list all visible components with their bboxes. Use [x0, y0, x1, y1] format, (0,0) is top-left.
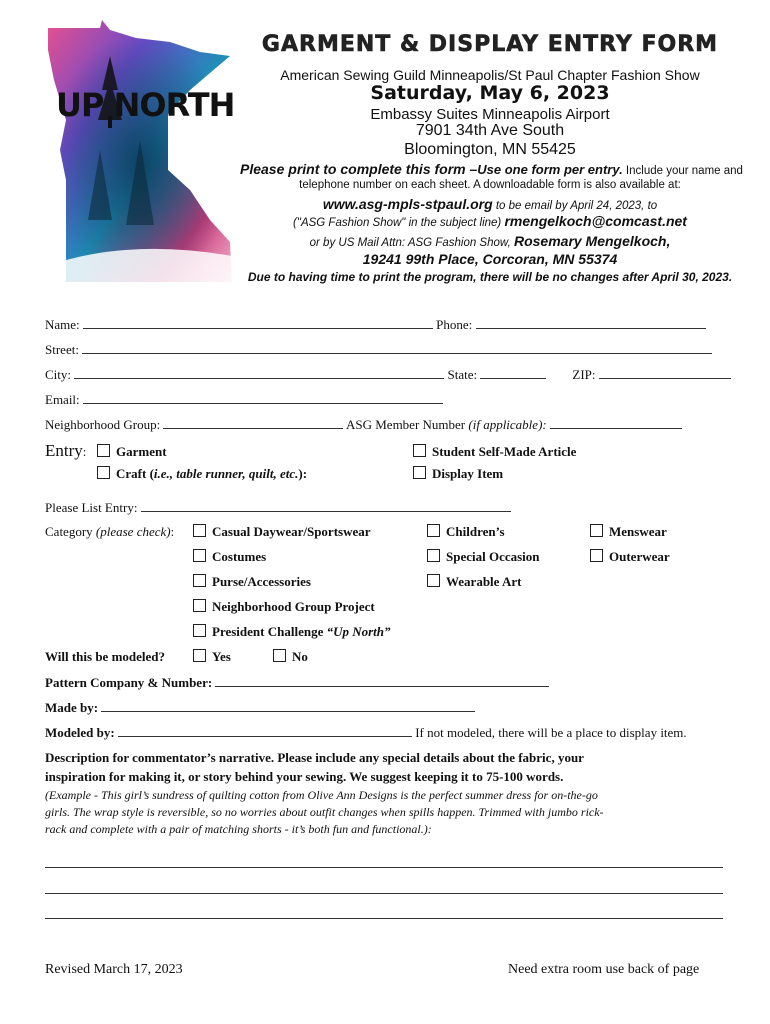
cat-president[interactable]: President Challenge “Up North”: [193, 624, 391, 640]
garment-checkbox[interactable]: [97, 444, 110, 457]
cat-outerwear[interactable]: Outerwear: [590, 549, 670, 565]
neighborhood-project-checkbox[interactable]: [193, 599, 206, 612]
logo-text: UP NORTH: [56, 86, 235, 124]
made-by-field[interactable]: [101, 699, 475, 712]
childrens-checkbox[interactable]: [427, 524, 440, 537]
city-row: City: State: ZIP:: [45, 366, 731, 383]
org-name: American Sewing Guild Minneapolis/St Paul Chapter Fashion Show: [280, 67, 700, 83]
entry-garment[interactable]: Garment: [97, 444, 167, 460]
minnesota-state-icon: [40, 20, 236, 286]
website-link[interactable]: www.asg-mpls-stpaul.org: [322, 196, 493, 212]
entry-student[interactable]: Student Self-Made Article: [413, 444, 576, 460]
craft-checkbox[interactable]: [97, 466, 110, 479]
cat-special[interactable]: Special Occasion: [427, 549, 540, 565]
street-row: Street:: [45, 341, 712, 358]
revised-date: Revised March 17, 2023: [45, 962, 183, 977]
event-venue: Embassy Suites Minneapolis Airport: [370, 106, 610, 123]
entry-label: Entry:: [45, 441, 87, 460]
asg-member-field[interactable]: [550, 416, 682, 429]
description-line-1[interactable]: [45, 866, 723, 868]
cat-childrens[interactable]: Children’s: [427, 524, 505, 540]
yes-checkbox[interactable]: [193, 649, 206, 662]
extra-room-note: Need extra room use back of page: [508, 962, 700, 977]
president-challenge-checkbox[interactable]: [193, 624, 206, 637]
cat-menswear[interactable]: Menswear: [590, 524, 667, 540]
no-checkbox[interactable]: [273, 649, 286, 662]
cat-casual[interactable]: Casual Daywear/Sportswear: [193, 524, 371, 540]
entry-craft[interactable]: Craft (i.e., table runner, quilt, etc.):: [97, 466, 307, 482]
description-instructions: Description for commentator’s narrative. Please include any special details about the fabric, your inspiration for making it, or story behind your sewing. We suggest keeping it to 75-100 words.: [45, 750, 584, 784]
cat-neighborhood[interactable]: Neighborhood Group Project: [193, 599, 375, 615]
neighborhood-field[interactable]: [163, 416, 343, 429]
instructions-line-3: www.asg-mpls-stpaul.org to be email by April 24, 2023, to: [322, 196, 658, 212]
pattern-field[interactable]: [215, 674, 549, 687]
list-entry-field[interactable]: [141, 499, 511, 512]
street-field[interactable]: [82, 341, 712, 354]
modeled-by-row: Modeled by: If not modeled, there will be a place to display item.: [45, 725, 687, 740]
description-line-3[interactable]: [45, 917, 723, 919]
list-entry-row: Please List Entry:: [45, 499, 511, 516]
modeled-no[interactable]: No: [273, 649, 308, 665]
instructions-line-2: telephone number on each sheet. A downloadable form is also available at:: [299, 179, 681, 191]
description-line-2[interactable]: [45, 892, 723, 894]
description-example: (Example - This girl’s sundress of quilting cotton from Olive Ann Designs is the perfect summer dress for on-the-go girls. The wrap style is reversible, so no worries about outfit changes when spills happen. Trimmed with jumbo rick- rack and complete with a pair of matching shorts - it’s both fun and functional.):: [45, 788, 604, 836]
up-north-logo: [40, 20, 236, 286]
cat-costumes[interactable]: Costumes: [193, 549, 266, 565]
cat-purse[interactable]: Purse/Accessories: [193, 574, 311, 590]
menswear-checkbox[interactable]: [590, 524, 603, 537]
modeled-question: Will this be modeled?: [45, 649, 166, 664]
state-field[interactable]: [480, 366, 546, 379]
made-by-row: Made by:: [45, 699, 475, 716]
cat-wearable[interactable]: Wearable Art: [427, 574, 521, 590]
outerwear-checkbox[interactable]: [590, 549, 603, 562]
costumes-checkbox[interactable]: [193, 549, 206, 562]
email-field[interactable]: [83, 391, 443, 404]
instructions-line-5: or by US Mail Attn: ASG Fashion Show, Rosemary Mengelkoch,: [309, 233, 671, 249]
mail-address: 19241 99th Place, Corcoran, MN 55374: [362, 251, 618, 267]
student-checkbox[interactable]: [413, 444, 426, 457]
form-title: GARMENT & DISPLAY ENTRY FORM: [261, 32, 719, 57]
neighborhood-row: Neighborhood Group: ASG Member Number (if applicable):: [45, 416, 682, 433]
event-date: Saturday, May 6, 2023: [370, 82, 610, 104]
casual-checkbox[interactable]: [193, 524, 206, 537]
phone-field[interactable]: [476, 316, 706, 329]
venue-address-2: Bloomington, MN 55425: [404, 141, 576, 158]
wearable-art-checkbox[interactable]: [427, 574, 440, 587]
entry-display[interactable]: Display Item: [413, 466, 503, 482]
modeled-by-field[interactable]: [118, 724, 412, 737]
email-row: Email:: [45, 391, 443, 408]
zip-field[interactable]: [599, 366, 731, 379]
name-phone-row: Name: Phone:: [45, 316, 706, 333]
city-field[interactable]: [74, 366, 444, 379]
modeled-yes[interactable]: Yes: [193, 649, 231, 665]
email-link[interactable]: rmengelkoch@comcast.net: [504, 213, 687, 229]
instructions-line-1: Please print to complete this form –Use one form per entry. Include your name and: [240, 161, 743, 177]
venue-address-1: 7901 34th Ave South: [415, 122, 565, 139]
category-label: Category (please check):: [45, 524, 175, 539]
deadline-note: Due to having time to print the program, there will be no changes after April 30, 2023.: [247, 270, 733, 284]
pattern-row: Pattern Company & Number:: [45, 674, 549, 691]
purse-checkbox[interactable]: [193, 574, 206, 587]
name-field[interactable]: [83, 316, 433, 329]
display-checkbox[interactable]: [413, 466, 426, 479]
special-occasion-checkbox[interactable]: [427, 549, 440, 562]
instructions-line-4: ("ASG Fashion Show" in the subject line) rmengelkoch@comcast.net: [293, 213, 687, 229]
